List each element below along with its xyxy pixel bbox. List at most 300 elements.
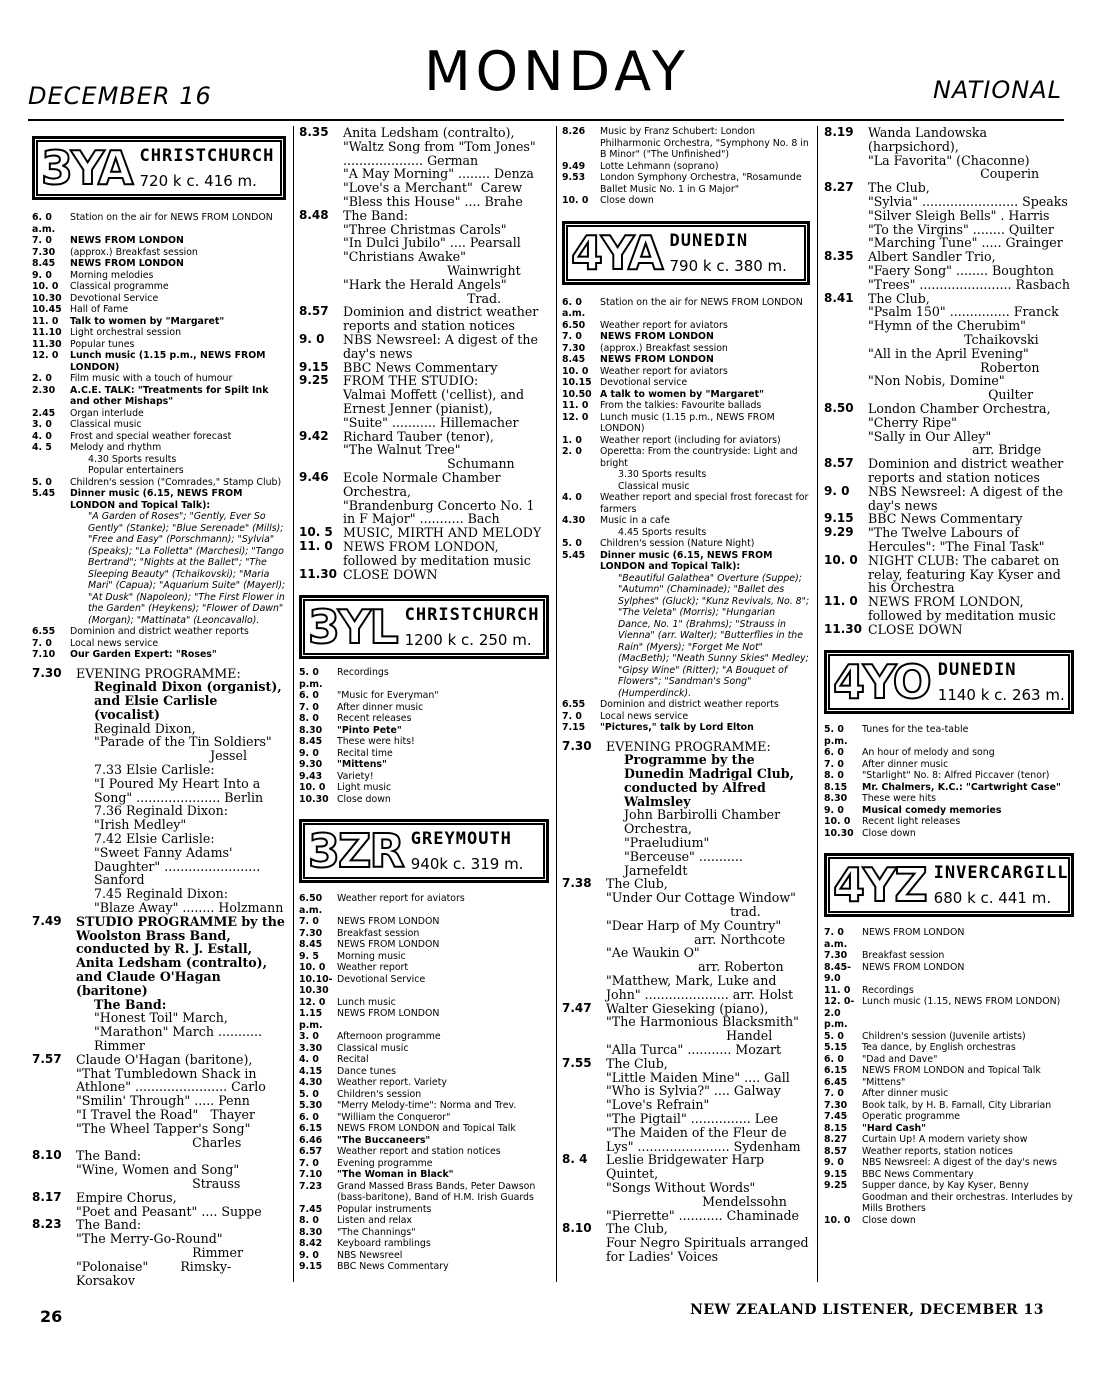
entry-text: NBS Newsreel: A digest of the day's news: [343, 331, 542, 361]
entry-time: 7. 0: [299, 701, 319, 713]
schedule-entry: [299, 702, 549, 714]
schedule-entry: [299, 1227, 549, 1239]
entry-text: NBS Newsreel: A digest of the day's news: [868, 483, 1067, 513]
entry-time: 7.30: [824, 950, 848, 962]
entry-text: "Honest Toil" March, "Marathon" March ........... Rimmer: [94, 1010, 267, 1054]
entry-time: 8.45: [299, 736, 323, 748]
entry-text: Mr. Chalmers, K.C.: "Cartwright Case": [862, 781, 1061, 793]
schedule-entry: [824, 457, 1074, 485]
entry-time: 8. 0: [299, 713, 319, 725]
entry-time: 10. 0: [824, 552, 858, 567]
schedule-entry: [562, 469, 810, 481]
entry-text: Children's session (Juvenile artists): [862, 1030, 1026, 1042]
schedule-entry: [32, 511, 289, 626]
schedule-entry: [562, 366, 810, 378]
entry-text: Musical comedy memories: [862, 804, 1002, 816]
schedule-entry: [824, 759, 1074, 771]
schedule-entry: [299, 951, 549, 963]
entry-text: Operatic programme: [862, 1111, 961, 1123]
entry-text: CLOSE DOWN: [343, 566, 438, 582]
station-logo-4yz: [824, 853, 1074, 917]
schedule-entry: [562, 412, 810, 435]
entry-time: 8.45: [562, 354, 586, 365]
entry-time: 8.30: [299, 1226, 323, 1238]
schedule-entry: [32, 913, 290, 998]
entry-text: "The Twelve Labours of Hercules": "The Final Task": [868, 525, 1045, 554]
schedule-entry: [562, 1153, 810, 1222]
schedule-entry: [32, 626, 286, 638]
schedule-entry: [299, 1250, 549, 1262]
schedule-entry: [299, 1008, 549, 1031]
station-frequency: 790 k c. 380 m.: [669, 256, 787, 275]
entry-time: 8.30: [824, 793, 848, 805]
schedule-entry: [32, 722, 286, 736]
schedule-3ya-late: [562, 126, 810, 207]
entry-text: Popular instruments: [337, 1203, 432, 1215]
schedule-entry: [562, 527, 810, 539]
entry-time: 12. 0: [32, 350, 59, 361]
schedule-entry: [824, 181, 1074, 250]
schedule-entry: [32, 465, 286, 477]
entry-text: Dance tunes: [337, 1065, 397, 1077]
column-divider: [293, 126, 294, 1282]
entry-text: BBC News Commentary: [868, 511, 1023, 527]
entry-time: 8.26: [562, 126, 586, 137]
schedule-entry: [32, 235, 286, 247]
schedule-entry: [32, 304, 286, 316]
entry-text: The Club, "Sylvia" ........................ Speaks "Silver Sleigh Bells" . Harris "To the Virgins" ........ Quilter "Marching Tune" ..... Grainger: [868, 180, 1068, 251]
entry-text: Dominion and district weather reports: [600, 699, 779, 710]
column-4: [824, 126, 1074, 1226]
entry-time: 4.30: [299, 1077, 323, 1089]
entry-time: 7. 0: [32, 235, 52, 246]
entry-text: CLOSE DOWN: [868, 621, 963, 637]
entry-time: 8.15: [824, 781, 848, 793]
entry-text: Lunch music (1.15 p.m., NEWS FROM LONDON): [600, 411, 778, 434]
entry-text: NEWS FROM LONDON and Topical Talk: [862, 1065, 1041, 1077]
entry-text: Reginald Dixon,: [94, 720, 196, 736]
station-callsign: 3ZR: [308, 824, 403, 879]
station-callsign: 4YZ: [833, 858, 926, 913]
entry-text: Empire Chorus, "Poet and Peasant" .... Suppe: [76, 1189, 262, 1219]
station-callsign: 4YO: [833, 655, 930, 710]
entry-text: John Barbirolli Chamber Orchestra, "Praeludium" "Berceuse" ........... Jarnefeldt: [624, 807, 781, 878]
entry-time: 8.19: [824, 125, 854, 139]
entry-text: NEWS FROM LONDON: [70, 258, 184, 269]
entry-text: Station on the air for NEWS FROM LONDON: [70, 212, 273, 223]
entry-text: Recital time: [337, 747, 393, 759]
entry-time: 6. 0: [299, 690, 319, 702]
schedule-entry: [32, 408, 286, 420]
schedule-entry: [824, 292, 1074, 402]
schedule-entry: [824, 1031, 1074, 1043]
schedule-entry: [32, 454, 286, 466]
schedule-entry: [824, 1042, 1074, 1054]
schedule-entry: [562, 1222, 810, 1263]
schedule-entry: [824, 950, 1074, 962]
schedule-entry: [824, 485, 1074, 513]
entry-text: NBS Newsreel: [337, 1249, 403, 1261]
entry-time: 11.30: [824, 621, 862, 636]
column-divider: [556, 126, 557, 1282]
entry-time: 8. 0: [824, 770, 844, 782]
station-callsign: 4YA: [571, 225, 662, 280]
schedule-entry: [299, 540, 549, 568]
schedule-entry: [824, 1134, 1074, 1146]
schedule-entry: [562, 481, 810, 493]
schedule-entry: [562, 126, 810, 161]
schedule-entry: [299, 736, 549, 748]
schedule-entry: [299, 209, 549, 306]
station-city: CHRISTCHURCH: [139, 146, 275, 166]
schedule-entry: [32, 442, 286, 454]
entry-text: "Mittens": [337, 759, 387, 771]
entry-text: Recent light releases: [862, 816, 961, 828]
entry-time: 10.50: [562, 388, 592, 400]
header-rule: [28, 119, 1064, 121]
entry-text: EVENING PROGRAMME:: [76, 665, 241, 681]
entry-text: Weather report for aviators: [600, 319, 728, 331]
schedule-entry: [824, 1123, 1074, 1135]
entry-time: 6. 0: [299, 1111, 319, 1123]
entry-text: 4.45 Sports results: [618, 526, 707, 538]
entry-text: Light orchestral session: [70, 327, 182, 338]
entry-text: The Band: "Wine, Women and Song" Strauss: [76, 1148, 241, 1191]
entry-text: Anita Ledsham (contralto), "Waltz Song from "Tom Jones" .................... German "A May Morning" ........ Denza "Love's a Merchant" Carew "Bless this House" .... Brahe: [343, 125, 536, 209]
entry-time: 2. 0: [32, 373, 52, 384]
schedule-entry: [299, 1066, 549, 1078]
entry-text: The Band: "The Merry-Go-Round" Rimmer "Polonaise" Rimsky-Korsakov: [76, 1217, 243, 1288]
schedule-entry: [824, 250, 1074, 291]
entry-time: 10.10-10.30: [299, 973, 333, 997]
entry-text: Film music with a touch of humour: [70, 373, 233, 384]
entry-time: 9.30: [299, 759, 323, 771]
entry-text: Close down: [862, 827, 916, 839]
entry-time: 8. 0: [299, 1215, 319, 1227]
schedule-entry: [32, 419, 286, 431]
entry-time: 7. 0: [299, 1157, 319, 1169]
entry-text: Lunch music: [337, 996, 396, 1008]
schedule-entry: [299, 1215, 549, 1227]
entry-time: 9.25: [299, 373, 329, 388]
entry-text: NEWS FROM LONDON: [600, 331, 714, 342]
entry-time: 10.30: [32, 292, 62, 304]
schedule-entry: [562, 492, 810, 515]
entry-text: Wanda Landowska (harpsichord), "La Favorita" (Chaconne) Couperin: [868, 125, 1040, 182]
entry-text: Organ interlude: [70, 407, 144, 419]
entry-text: "Music for Everyman": [337, 690, 439, 702]
schedule-entry: [562, 343, 810, 355]
entry-text: "Dad and Dave": [862, 1053, 938, 1065]
schedule-entry: [562, 699, 810, 711]
schedule-entry: [824, 554, 1074, 595]
schedule-entry: [824, 1100, 1074, 1112]
schedule-entry: [299, 1089, 549, 1101]
entry-time: 8.45: [299, 939, 323, 951]
entry-time: 1.15 p.m.: [299, 1008, 323, 1031]
entry-time: 6. 0 a.m.: [562, 296, 586, 319]
entry-time: 8.23: [32, 1217, 62, 1232]
schedule-entry: [824, 1146, 1074, 1158]
schedule-entry: [824, 1054, 1074, 1066]
schedule-entry: [824, 1169, 1074, 1181]
schedule-entry: [32, 1053, 286, 1150]
entry-text: Talk to women by "Margaret": [70, 315, 225, 327]
entry-time: 8.45-9.0: [824, 961, 852, 985]
schedule-entry: [299, 568, 549, 582]
entry-time: 9.15: [824, 1168, 848, 1180]
schedule-entry: [299, 916, 549, 928]
entry-time: 10. 0: [299, 962, 326, 974]
entry-text: London Chamber Orchestra, "Cherry Ripe" "Sally in Our Alley" arr. Bridge: [868, 400, 1051, 458]
entry-text: Our Garden Expert: "Roses": [70, 649, 217, 660]
entry-text: From the talkies: Favourite ballads: [600, 400, 762, 411]
schedule-entry: [299, 1238, 549, 1250]
schedule-entry: [32, 247, 286, 259]
entry-text: Frost and special weather forecast: [70, 430, 232, 442]
schedule-entry: [299, 782, 549, 794]
entry-text: NEWS FROM LONDON, followed by meditation music: [343, 538, 531, 568]
schedule-entry: [824, 996, 1074, 1031]
schedule-entry: [824, 782, 1074, 794]
entry-time: 7.47: [562, 1000, 592, 1015]
schedule-entry: [299, 893, 549, 916]
entry-text: Curtain Up! A modern variety show: [862, 1134, 1028, 1146]
schedule-entry: [562, 297, 810, 320]
entry-text: 4.30 Sports results: [88, 453, 177, 465]
schedule-4ya-day: [562, 296, 813, 734]
entry-time: 4. 0: [32, 430, 52, 442]
entry-time: 9. 0: [299, 331, 325, 346]
entry-time: 5.30: [299, 1100, 323, 1112]
schedule-entry: [299, 1054, 549, 1066]
schedule-entry: [824, 828, 1074, 840]
schedule-entry: [824, 1180, 1074, 1215]
entry-text: Dominion and district weather reports and station notices: [343, 304, 543, 334]
schedule-entry: [562, 572, 813, 700]
entry-time: 4.15: [299, 1065, 323, 1077]
entry-time: 4. 0: [299, 1054, 319, 1066]
publication-footer: NEW ZEALAND LISTENER, DECEMBER 13: [690, 1302, 1044, 1318]
entry-text: 7.33 Elsie Carlisle: "I Poured My Heart Into a Song" ..................... Berlin: [94, 762, 264, 805]
entry-time: 7. 0: [562, 331, 582, 342]
schedule-entry: [299, 1146, 549, 1158]
entry-time: 5.45: [32, 488, 56, 499]
entry-time: 8.27: [824, 180, 854, 195]
entry-time: 8.35: [824, 249, 854, 264]
entry-time: 11. 0: [824, 984, 851, 996]
schedule-entry: [299, 690, 549, 702]
entry-time: 7. 0: [824, 1088, 844, 1100]
schedule-entry: [299, 1077, 549, 1089]
schedule-entry: [824, 1088, 1074, 1100]
schedule-entry: [824, 747, 1074, 759]
entry-text: MUSIC, MIRTH AND MELODY: [343, 525, 542, 541]
entry-text: Dominion and district weather reports and station notices: [868, 456, 1068, 485]
entry-text: 7.36 Reginald Dixon: "Irish Medley": [94, 803, 228, 833]
schedule-entry: [824, 126, 1074, 181]
entry-text: Children's session: [337, 1088, 422, 1100]
entry-time: 9. 0: [299, 1249, 319, 1261]
schedule-entry: [824, 985, 1074, 997]
entry-time: 7.55: [562, 1055, 592, 1070]
page-number: 26: [40, 1307, 63, 1326]
entry-text: Recordings: [862, 984, 914, 996]
entry-time: 6. 0: [824, 1053, 844, 1065]
entry-time: 12. 0: [562, 411, 589, 423]
entry-time: 10.30: [299, 793, 329, 805]
entry-time: 11.30: [299, 566, 337, 581]
schedule-4yz: [824, 927, 1074, 1226]
station-callsign: 3YA: [41, 141, 132, 195]
schedule-entry: [299, 1031, 549, 1043]
entry-time: 9.46: [299, 469, 329, 484]
entry-text: Recital: [337, 1054, 369, 1066]
entry-text: London Symphony Orchestra, "Rosamunde Ballet Music No. 1 in G Major": [600, 172, 805, 195]
schedule-entry: [562, 195, 810, 207]
station-city: DUNEDIN: [669, 230, 749, 251]
schedule-entry: [299, 997, 549, 1009]
entry-text: Grand Massed Brass Bands, Peter Dawson (bass-baritone), Band of H.M. Irish Guards: [337, 1180, 539, 1204]
entry-text: NEWS FROM LONDON: [337, 1008, 440, 1020]
entry-text: Children's session ("Comrades," Stamp Club): [70, 476, 282, 488]
entry-time: 7.30: [299, 927, 323, 939]
entry-text: Supper dance, by Kay Kyser, Benny Goodman and their orchestras. Interludes by Mills Brothers: [862, 1180, 1076, 1215]
entry-text: Local news service: [70, 637, 159, 649]
entry-text: Close down: [862, 1214, 916, 1226]
entry-time: 7.57: [32, 1051, 62, 1066]
entry-text: "A Garden of Roses"; "Gently, Ever So Gently" (Stanke); "Blue Serenade" (Mills); "Free and Easy" (Porschmann); "Sylvia" (Speaks); "La Folletta" (Marchesi); "Tango Bertrand"; "Nights at the Ballet"; "The Sleeping Beauty" (Tchaikovski); "Maria Mari" (Capua); "Aquarium Suite" (Mayerl); "At Dusk" (Napoleon); "The First Flower in the Garden" (Heykens); "Flower of Dawn" (Morgan); "Mattinata" (Leoncavallo).: [88, 511, 289, 626]
entry-text: The Band:: [94, 996, 167, 1012]
entry-text: Operetta: From the countryside: Light and bright: [600, 446, 801, 469]
entry-time: 7.10: [32, 649, 56, 660]
schedule-entry: [824, 512, 1074, 526]
schedule-entry: [299, 939, 549, 951]
entry-text: NIGHT CLUB: The cabaret on relay, featuring Kay Kyser and his Orchestra: [868, 552, 1065, 596]
entry-time: 7.38: [562, 876, 592, 891]
schedule-entry: [32, 385, 286, 408]
schedule-entry: [32, 373, 286, 385]
entry-text: Breakfast session: [862, 950, 945, 962]
schedule-entry: [32, 293, 286, 305]
schedule-entry: [32, 281, 286, 293]
entry-time: 8.35: [299, 125, 329, 139]
schedule-entry: [299, 748, 549, 760]
schedule-entry: [562, 753, 810, 808]
station-logo-3zr: [299, 819, 549, 883]
entry-text: NEWS FROM LONDON: [337, 939, 440, 951]
entry-text: Melody and rhythm: [70, 442, 162, 453]
entry-text: Weather report for aviators: [600, 365, 728, 377]
entry-time: 2.30: [32, 384, 56, 396]
entry-time: 7.30: [562, 342, 586, 354]
entry-text: Reginald Dixon (organist), and Elsie Carlisle (vocalist): [94, 679, 287, 722]
column-3: [562, 126, 813, 1264]
entry-time: 10.15: [562, 377, 592, 388]
schedule-entry: [824, 623, 1074, 637]
schedule-entry: [562, 1002, 810, 1057]
entry-text: Lunch music (1.15 p.m., NEWS FROM LONDON): [70, 350, 269, 373]
schedule-entry: [299, 361, 549, 375]
schedule-entry: [824, 816, 1074, 828]
entry-time: 8.57: [299, 304, 329, 319]
entry-time: 9. 0: [824, 483, 850, 498]
entry-text: Listen and relax: [337, 1215, 413, 1227]
entry-time: 7.45: [824, 1111, 848, 1123]
header-network: NATIONAL: [933, 76, 1062, 104]
entry-time: 6.15: [824, 1065, 848, 1077]
station-frequency: 940k c. 319 m.: [410, 855, 524, 874]
entry-text: STUDIO PROGRAMME by the Woolston Brass Band, conducted by R. J. Estall, Anita Ledsham (contralto), and Claude O'Hagan (baritone): [76, 913, 290, 998]
schedule-entry: [562, 161, 810, 173]
entry-text: Variety!: [337, 770, 374, 782]
schedule-3ya-evening: [32, 665, 290, 1288]
entry-time: 6. 0: [824, 747, 844, 759]
entry-text: NEWS FROM LONDON: [862, 961, 965, 973]
schedule-entry: [299, 430, 549, 471]
entry-text: NEWS FROM LONDON, followed by meditation music: [868, 594, 1056, 623]
schedule-entry: [562, 515, 810, 527]
schedule-entry: [32, 1218, 286, 1287]
entry-text: Weather report: [337, 962, 409, 974]
schedule-entry: [299, 667, 549, 690]
schedule-entry: [299, 1261, 549, 1273]
entry-text: Weather report (including for aviators): [600, 434, 781, 446]
schedule-entry: [299, 1204, 549, 1216]
entry-time: 8.10: [32, 1148, 62, 1163]
entry-time: 5. 0: [562, 538, 582, 549]
entry-text: 3.30 Sports results: [618, 469, 707, 480]
schedule-entry: [32, 477, 286, 489]
schedule-entry: [562, 354, 810, 366]
schedule-entry: [299, 374, 549, 429]
entry-time: 2. 0: [562, 446, 582, 457]
entry-time: 8.57: [824, 1145, 848, 1157]
entry-time: 10. 0: [562, 365, 589, 377]
entry-text: Claude O'Hagan (baritone), "That Tumbledown Shack in Athlone" ....................... Carlo "Smilin' Through" ..... Penn "I Travel the Road" Thayer "The Wheel Tapper's Song" Charles: [76, 1051, 266, 1150]
entry-text: Keyboard ramblings: [337, 1238, 431, 1250]
entry-text: "Merry Melody-time": Norma and Trev.: [337, 1100, 517, 1112]
header-day: MONDAY: [424, 40, 690, 103]
entry-text: A.C.E. TALK: "Treatments for Spilt Ink and other Mishaps": [70, 384, 272, 407]
entry-time: 3. 0: [299, 1031, 319, 1043]
schedule-entry: [562, 877, 810, 1001]
entry-text: Tunes for the tea-table: [862, 724, 969, 736]
entry-text: The Club, "Psalm 150" ............... Franck "Hymn of the Cherubim" Tchaikovski "All in the April Evening" Roberton "Non Nobis, Domine" Quilter: [868, 290, 1059, 403]
entry-time: 8. 4: [562, 1152, 588, 1167]
entry-text: "The Channings": [337, 1226, 416, 1238]
entry-text: Classical music: [337, 1042, 409, 1054]
entry-text: Morning melodies: [70, 269, 154, 281]
entry-time: 4. 5: [32, 442, 52, 453]
schedule-entry: [562, 550, 810, 573]
entry-text: NEWS FROM LONDON: [337, 916, 440, 928]
entry-time: 10. 5: [299, 525, 333, 540]
station-logo-3yl: [299, 595, 549, 659]
schedule-entry: [562, 172, 810, 195]
entry-text: Light music: [337, 782, 392, 794]
schedule-entry: [562, 711, 810, 723]
schedule-entry: [562, 435, 810, 447]
entry-text: Close down: [600, 195, 654, 206]
entry-text: Close down: [337, 793, 391, 805]
entry-text: After dinner music: [862, 1088, 949, 1100]
entry-text: Albert Sandler Trio, "Faery Song" ........ Boughton "Trees" ....................... Rasbach: [868, 249, 1070, 292]
entry-time: 7. 0: [562, 710, 582, 722]
entry-time: 5.15: [824, 1042, 848, 1054]
schedule-entry: [299, 1135, 549, 1147]
entry-time: 8.50: [824, 400, 854, 415]
